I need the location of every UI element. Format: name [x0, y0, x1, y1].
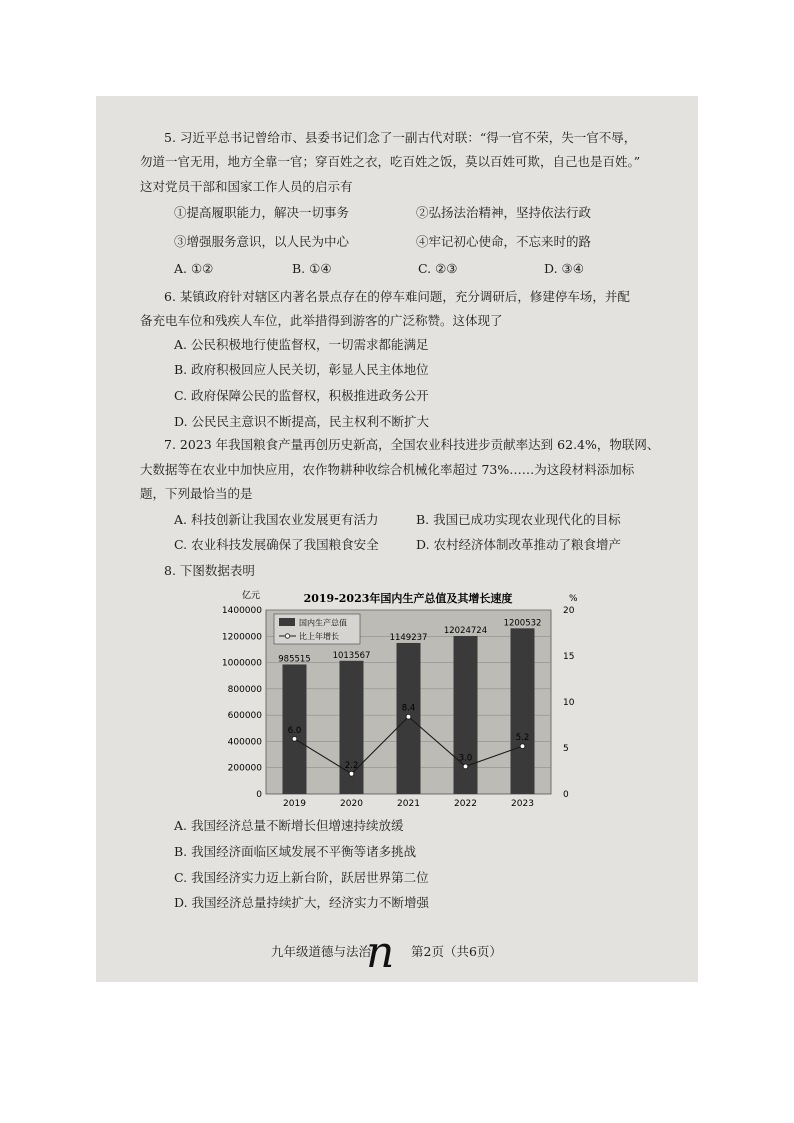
growth-label: 6.0 [287, 725, 302, 736]
legend-line-label: 比上年增长 [299, 632, 339, 641]
q7-stem-line2: 大数据等在农业中加快应用，农作物耕种收综合机械化率超过 73%……为这段材料添加标 [140, 462, 635, 477]
gdp-bar [454, 636, 478, 794]
growth-point [406, 714, 411, 719]
left-tick-label: 1000000 [221, 658, 262, 669]
q5-stem-line3: 这对党员干部和国家工作人员的启示有 [140, 179, 353, 194]
gdp-bar-label: 1149237 [389, 632, 428, 643]
growth-point [463, 764, 468, 769]
q7-stem-line3: 题，下列最恰当的是 [140, 486, 253, 501]
legend-bar-label: 国内生产总值 [299, 618, 347, 628]
q5-option-c[interactable]: C. ②③ [418, 261, 458, 276]
q6-stem-line2: 备充电车位和残疾人车位，此举措得到游客的广泛称赞。这体现了 [140, 313, 503, 328]
page-footer-right: 第2页（共6页） [411, 944, 502, 959]
x-tick-label: 2023 [511, 799, 534, 808]
page-footer-left: 九年级道德与法治 [271, 944, 372, 959]
q5-stem-line2: 勿道一官无用，地方全靠一官；穿百姓之衣，吃百姓之饭，莫以百姓可欺，自己也是百姓。” [140, 154, 641, 169]
exam-page [96, 96, 698, 982]
gdp-bar-label: 12024724 [443, 625, 488, 636]
q5-stem-line1: 5. 习近平总书记曾给市、县委书记们念了一副古代对联：“得一官不荣，失一官不辱， [164, 130, 637, 145]
q6-stem-line1: 6. 某镇政府针对辖区内著名景点存在的停车难问题，充分调研后，修建停车场，并配 [164, 289, 630, 304]
right-tick-label: 10 [563, 698, 575, 708]
x-tick-label: 2020 [340, 799, 363, 808]
q5-option-b[interactable]: B. ①④ [292, 261, 332, 276]
growth-point [520, 744, 525, 749]
left-tick-label: 800000 [227, 684, 262, 695]
x-tick-label: 2021 [397, 799, 420, 808]
q5-statement-1: ①提高履职能力，解决一切事务 [174, 205, 350, 220]
q7-option-a[interactable]: A. 科技创新让我国农业发展更有活力 [174, 512, 379, 527]
right-tick-label: 5 [563, 744, 569, 754]
left-tick-label: 200000 [227, 763, 262, 774]
left-tick-label: 1200000 [221, 632, 262, 643]
gdp-bar [511, 628, 535, 794]
right-tick-label: 20 [563, 606, 575, 616]
left-tick-label: 0 [256, 790, 262, 800]
growth-point [292, 736, 297, 741]
q6-option-a[interactable]: A. 公民积极地行使监督权，一切需求都能满足 [174, 337, 429, 352]
q7-option-c[interactable]: C. 农业科技发展确保了我国粮食安全 [174, 537, 379, 552]
left-tick-label: 400000 [227, 737, 262, 748]
q6-option-b[interactable]: B. 政府积极回应人民关切，彰显人民主体地位 [174, 362, 429, 377]
right-tick-label: 0 [563, 790, 569, 800]
q7-option-b[interactable]: B. 我国已成功实现农业现代化的目标 [416, 512, 621, 527]
gdp-chart-svg [146, 588, 626, 808]
q7-stem-line1: 7. 2023 年我国粮食产量再创历史新高，全国农业科技进步贡献率达到 62.4%，物联网、 [164, 437, 660, 452]
growth-point [349, 771, 354, 776]
q8-option-b[interactable]: B. 我国经济面临区域发展不平衡等诸多挑战 [174, 844, 417, 859]
legend-line-marker [285, 634, 289, 638]
right-tick-label: 15 [563, 652, 575, 662]
left-axis-unit: 亿元 [242, 591, 261, 601]
growth-label: 8.4 [401, 703, 416, 714]
q6-option-d[interactable]: D. 公民民主意识不断提高，民主权利不断扩大 [174, 414, 430, 429]
legend-bar-swatch [279, 618, 295, 626]
gdp-bar-label: 1013567 [332, 650, 371, 661]
growth-label: 2.2 [344, 760, 359, 771]
right-axis-unit: % [569, 594, 578, 604]
q6-option-c[interactable]: C. 政府保障公民的监督权，积极推进政务公开 [174, 388, 429, 403]
q5-statement-2: ②弘扬法治精神，坚持依法行政 [416, 205, 592, 220]
left-tick-label: 1400000 [221, 606, 262, 616]
chart-legend [274, 614, 360, 644]
growth-label: 3.0 [458, 753, 473, 764]
q8-option-d[interactable]: D. 我国经济总量持续扩大，经济实力不断增强 [174, 895, 430, 910]
q8-option-a[interactable]: A. 我国经济总量不断增长但增速持续放缓 [174, 818, 404, 833]
q5-option-d[interactable]: D. ③④ [544, 261, 584, 276]
gdp-bar-label: 1200532 [503, 618, 542, 629]
q7-option-d[interactable]: D. 农村经济体制改革推动了粮食增产 [416, 537, 622, 552]
q5-option-a[interactable]: A. ①② [174, 261, 214, 276]
left-tick-label: 600000 [227, 711, 262, 722]
gdp-bar-label: 985515 [278, 654, 311, 665]
q8-option-c[interactable]: C. 我国经济实力迈上新台阶，跃居世界第二位 [174, 870, 429, 885]
chart-title: 2019-2023年国内生产总值及其增长速度 [303, 592, 513, 605]
x-tick-label: 2022 [454, 799, 477, 808]
q5-statement-3: ③增强服务意识，以人民为中心 [174, 234, 350, 249]
growth-label: 5.2 [515, 733, 530, 744]
x-tick-label: 2019 [283, 799, 306, 808]
q5-statement-4: ④牢记初心使命，不忘来时的路 [416, 234, 592, 249]
footer-logo-mark: n [366, 927, 395, 978]
q8-stem: 8. 下图数据表明 [164, 563, 255, 578]
gdp-chart [146, 588, 626, 808]
